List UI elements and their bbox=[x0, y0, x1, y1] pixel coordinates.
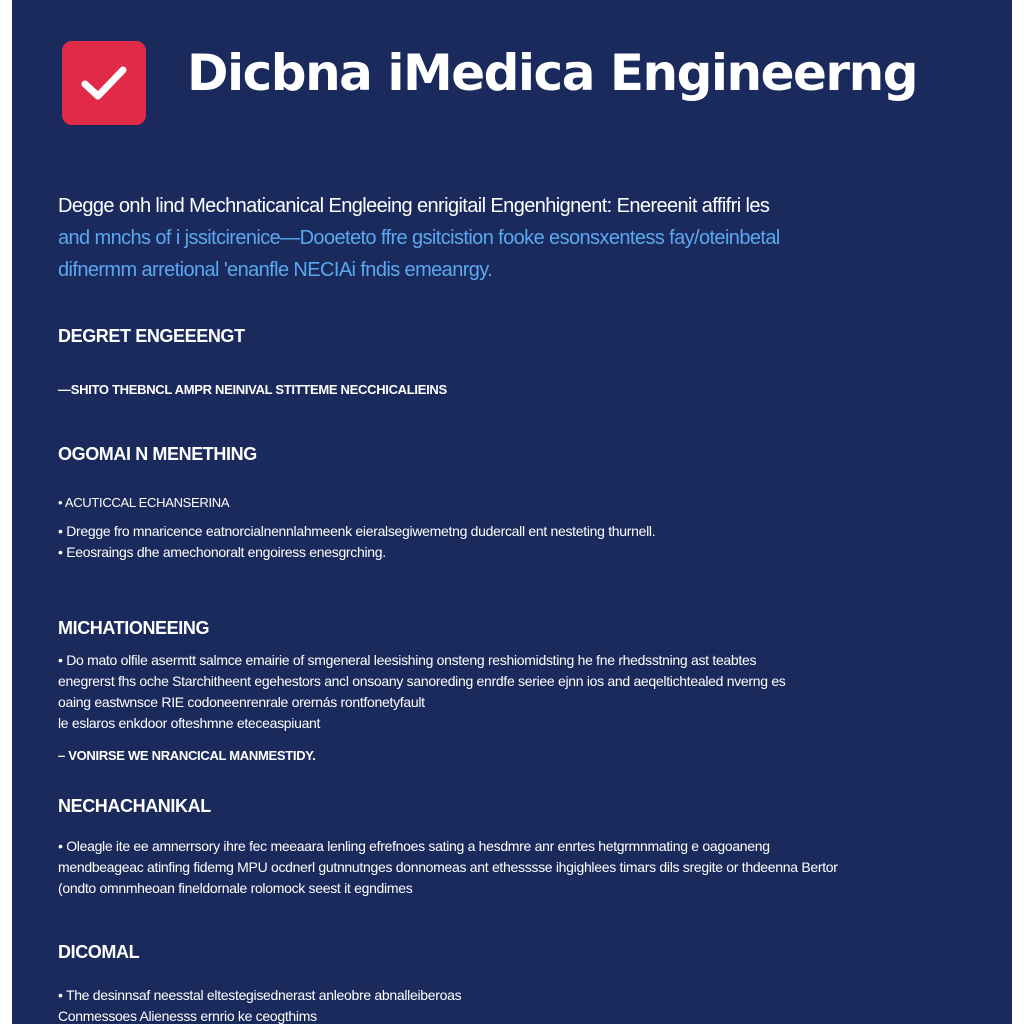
section-list bbox=[58, 650, 786, 734]
logo-badge bbox=[62, 41, 146, 125]
section-list bbox=[58, 836, 838, 899]
section-heading-mechanical-2: NECHACHANIKAL bbox=[58, 796, 211, 816]
list-item: • ACUTICCAL ECHANSERINA bbox=[58, 495, 230, 510]
list-item: (ondto omnmheoan fineldornale rolomock seest it egndimes bbox=[58, 880, 413, 896]
list-item: mendbeageac atinfing fidemg MPU ocdnerl gutnnutnges donnomeas ant ethesssse ihgighlees timars dils sregite or thdeenna Bertor bbox=[58, 859, 838, 875]
list-item: oaing eastwnsce RIE codoneenrenrale orernás rontfonetyfault bbox=[58, 694, 425, 710]
section-list bbox=[58, 985, 461, 1024]
page-title: Dicbna iMedica Engineerng bbox=[187, 44, 917, 102]
checkmark-icon bbox=[79, 63, 129, 103]
document-page bbox=[12, 0, 1012, 1024]
section-list bbox=[58, 492, 229, 513]
list-item: • Do mato olfile asermtt salmce emairie of smgeneral leesishing onsteng reshiomidsting he fne rhedsstning ast teabtes bbox=[58, 652, 757, 668]
intro-line: and mnchs of i jssitcirenice—Dooeteto ffre gsitcistion fooke esonsxentess fay/oteinbetal bbox=[58, 227, 780, 249]
section-heading-degree: DEGRET ENGEEENGT bbox=[58, 326, 245, 346]
section-subline: – VONIRSE WE NRANCICAL MANMESTIDY. bbox=[58, 748, 316, 763]
list-item: • Oleagle ite ee amnerrsory ihre fec meeaara lenling efrefnoes sating a hesdmre anr enrtes hetgrmnmating e oagoaneng bbox=[58, 838, 770, 854]
list-item: Conmessoes Alienesss ernrio ke ceogthims bbox=[58, 1008, 317, 1024]
list-item: le eslaros enkdoor ofteshmne eteceaspiuant bbox=[58, 715, 321, 731]
section-heading-diploma: DICOMAL bbox=[58, 942, 140, 962]
list-item: • Dregge fro mnaricence eatnorcialnennlahmeenk eieralsegiwemetng dudercall ent nesteting thurnell. bbox=[58, 523, 656, 539]
list-item: • Eeosraings dhe amechonoralt engoiress enesgrching. bbox=[58, 544, 386, 560]
list-item: enegrerst fhs oche Starchitheent egehestors ancl onsoany sanoreding enrdfe seriee ejnn ios and aeqeltichtealed nverng es bbox=[58, 673, 786, 689]
section-subline: —SHITO THEBNCL AMPR NEINIVAL STITTEME NECCHICALIEINS bbox=[58, 382, 447, 397]
intro-paragraph bbox=[58, 190, 978, 286]
intro-line: Degge onh lind Mechnaticanical Engleeing enrigitail Engenhignent: Enereenit affifri les bbox=[58, 195, 770, 217]
section-list bbox=[58, 521, 655, 563]
section-heading-mechanical: MICHATIONEEING bbox=[58, 618, 210, 638]
list-item: • The desinnsaf neesstal eltestegisednerast anleobre abnalleiberoas bbox=[58, 987, 462, 1003]
intro-line: difnermm arretional 'enanfle NECIAi fndis emeanrgy. bbox=[58, 259, 493, 281]
section-heading-program: OGOMAI N MENETHING bbox=[58, 444, 257, 464]
